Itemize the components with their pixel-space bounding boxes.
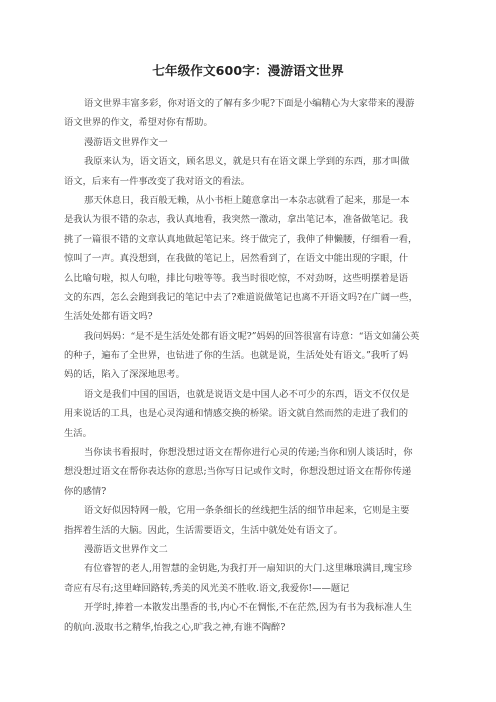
text-line: 么比喻句啦，拟人句啦，排比句啦等等。我当时很吃惊，不对劲呀，这些明摆着是语 — [64, 272, 408, 284]
text-line: 的航向.汲取书之精华,怡我之心,旷我之神,有谁不陶醉? — [64, 621, 286, 633]
text-line: 惊叫了一声。真没想到，在我做的笔记上，居然看到了，在语文中能出现的字眼，什 — [64, 253, 408, 265]
document-title: 七年级作文600字：漫游语文世界 — [152, 63, 344, 78]
text-line: 奇应有尽有;这里峰回路转,秀美的风光美不胜收.语文,我爱你!——题记 — [64, 582, 350, 594]
text-line: 语文是我们中国的国语，也就是说语文是中国人必不可少的东西，语文不仅仅是 — [84, 388, 410, 400]
text-line: 我问妈妈：“是不是生活处处都有语文呢?”妈妈的回答很富有诗意：“语文如蒲公英 — [84, 330, 420, 342]
text-line: 用来说话的工具，也是心灵沟通和情感交换的桥梁。语文就自然而然的走进了我们的 — [64, 408, 408, 420]
text-line: 漫游语文世界作文一 — [84, 136, 168, 148]
text-line: 那天休息日，我百般无赖，从小书柜上随意拿出一本杂志就看了起来，那是一本 — [84, 194, 410, 206]
text-line: 想没想过语文在帮你表达你的意思;当你写日记或作文时，你想没想过语文在帮你传递 — [64, 466, 412, 478]
text-line: 有位睿智的老人,用智慧的金钥匙,为我打开一扇知识的大门.这里琳琅满目,瑰宝珍 — [84, 563, 412, 575]
text-line: 语文世界的作文，希望对你有帮助。 — [64, 117, 213, 129]
text-line: 开学时,捧着一本散发出墨香的书,内心不在惆怅,不在茫然,因为有书为我标准人生 — [84, 602, 412, 614]
text-line: 生活处处都有语文吗? — [64, 311, 153, 323]
text-line: 文的东西，怎么会跑到我记的笔记中去了?难道说做笔记也离不开语文吗?在广阔一些， — [64, 291, 418, 303]
text-line: 指挥着生活的大脑。因此，生活需要语文，生活中就处处有语文了。 — [64, 524, 343, 536]
text-line: 我原来认为，语文语文，顾名思义，就是只有在语文课上学到的东西，那才叫做 — [84, 156, 410, 168]
document-body — [64, 94, 440, 637]
text-line: 是我认为很不错的杂志，我认真地看，我突然一激动，拿出笔记本，准备做笔记。我 — [64, 214, 408, 226]
text-line: 生活。 — [64, 427, 92, 439]
text-line: 挑了一篇很不错的文章认真地做起笔记来。终于做完了，我伸了伸懒腰，仔细看一看， — [64, 233, 418, 245]
text-line: 漫游语文世界作文二 — [84, 543, 168, 555]
text-line: 你的感情? — [64, 485, 107, 497]
text-line: 妈的话，陷入了深深地思考。 — [64, 369, 185, 381]
text-line: 语文，后来有一件事改变了我对语文的看法。 — [64, 175, 250, 187]
text-line: 语文好似因特网一般，它用一条条细长的丝线把生活的细节串起来，它则是主要 — [84, 505, 410, 517]
text-line: 的种子，遍布了全世界，也钻进了你的生活。也就是说，生活处处有语文。”我听了妈 — [64, 350, 409, 362]
text-line: 语文世界丰富多彩，你对语文的了解有多少呢?下面是小编精心为大家带来的漫游 — [84, 98, 415, 109]
text-line: 当你读书看报时，你想没想过语文在帮你进行心灵的传递;当你和别人谈话时，你 — [84, 447, 413, 459]
